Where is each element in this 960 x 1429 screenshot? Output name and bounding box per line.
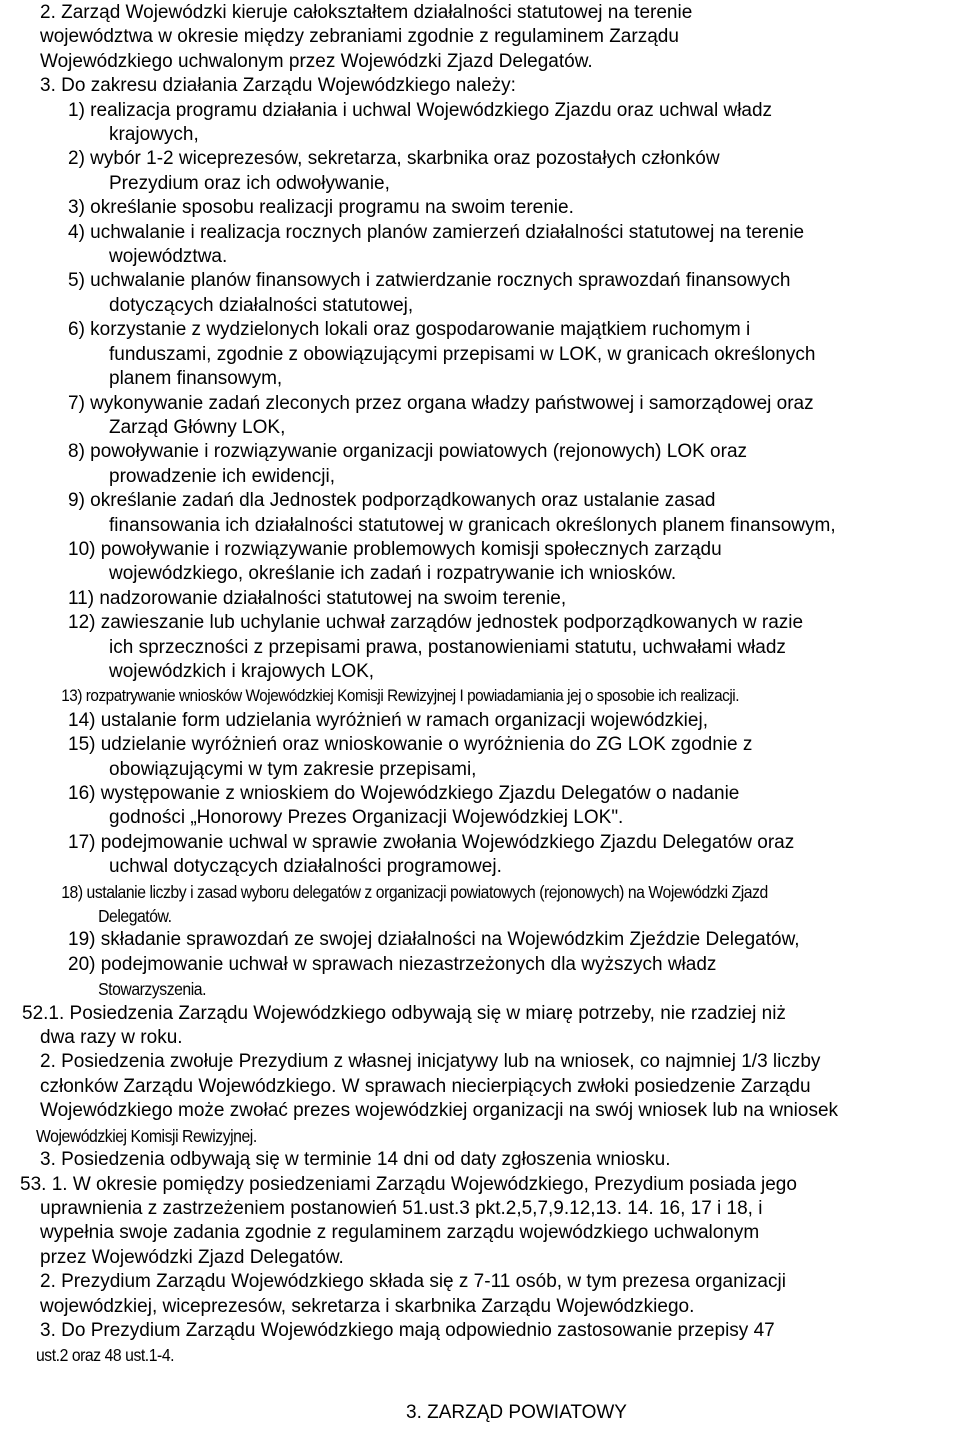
list-item-cont: planem finansowym, [109,368,283,390]
list-item-cont: prowadzenie ich ewidencji, [109,465,336,487]
list-item: 16) występowanie z wnioskiem do Wojewódzkiego Zjazdu Delegatów o nadanie [68,783,740,804]
text-line: 2. Posiedzenia zwołuje Prezydium z własnej inicjatywy lub na wniosek, co najmniej 1/3 liczby [40,1051,821,1073]
list-item-cont: Delegatów. [98,906,172,927]
text-line: Wojewódzkiego uchwalonym przez Wojewódzki Zjazd Delegatów. [40,50,593,72]
list-item-cont: godności „Honorowy Prezes Organizacji Wojewódzkiej LOK". [109,807,624,829]
list-item-cont: obowiązującymi w tym zakresie przepisami, [109,758,477,780]
list-item: 19) składanie sprawozdań ze swojej działalności na Wojewódzkim Zjeździe Delegatów, [68,929,800,951]
text-line: Wojewódzkiej Komisji Rewizyjnej. [36,1125,257,1146]
list-item-cont: dotyczących działalności statutowej, [109,294,414,316]
list-item: 12) zawieszanie lub uchylanie uchwał zarządów jednostek podporządkowanych w razie [68,612,804,634]
list-item: 17) podejmowanie uchwal w sprawie zwołania Wojewódzkiego Zjazdu Delegatów oraz [68,831,795,853]
section-53: 53. 1. W okresie pomiędzy posiedzeniami Zarządu Wojewódzkiego, Prezydium posiada jego [20,1173,797,1195]
text-line: wojewódzkiej, wiceprezesów, sekretarza i skarbnika Zarządu Wojewódzkiego. [40,1295,695,1317]
list-item-cont: Prezydium oraz ich odwoływanie, [109,172,390,194]
list-item-cont: Zarząd Główny LOK, [109,416,286,438]
text-line: dwa razy w roku. [40,1027,183,1049]
text-line: 2. Zarząd Wojewódzki kieruje całokształtem działalności statutowej na terenie [40,2,693,23]
list-item: 6) korzystanie z wydzielonych lokali oraz gospodarowanie majątkiem ruchomym i [68,319,751,341]
list-item: 15) udzielanie wyróżnień oraz wnioskowanie o wyróżnienia do ZG LOK zgodnie z [68,734,753,756]
section-heading: 3. Do zakresu działania Zarządu Wojewódzkiego należy: [40,75,516,97]
list-item-cont: Stowarzyszenia. [98,979,207,1000]
list-item-cont: funduszami, zgodnie z obowiązującymi przepisami w LOK, w granicach określonych [109,343,816,365]
list-item: 8) powoływanie i rozwiązywanie organizacji powiatowych (rejonowych) LOK oraz [68,441,748,463]
list-item: 11) nadzorowanie działalności statutowej na swoim terenie, [68,587,567,609]
list-item-cont: wojewódzkich i krajowych LOK, [109,660,375,682]
list-item: 20) podejmowanie uchwał w sprawach niezastrzeżonych dla wyższych władz [68,953,717,975]
text-line: województwa w okresie między zebraniami zgodnie z regulaminem Zarządu [40,26,679,48]
section-52: 52.1. Posiedzenia Zarządu Wojewódzkiego odbywają się w miarę potrzeby, nie rzadziej niż [22,1002,786,1024]
list-item-cont: finansowania ich działalności statutowej w granicach określonych planem finansowym, [109,514,836,536]
list-item: 2) wybór 1-2 wiceprezesów, sekretarza, skarbnika oraz pozostałych członków [68,148,720,170]
text-line: członków Zarządu Wojewódzkiego. W sprawach niecierpiących zwłoki posiedzenie Zarządu [40,1075,811,1097]
text-line: 2. Prezydium Zarządu Wojewódzkiego składa się z 7-11 osób, w tym prezesa organizacji [40,1271,786,1293]
list-item-cont: województwa. [109,246,228,268]
list-item: 4) uchwalanie i realizacja rocznych planów zamierzeń działalności statutowej na terenie [68,221,805,243]
list-item: 10) powoływanie i rozwiązywanie problemowych komisji społecznych zarządu [68,538,722,560]
list-item-cont: krajowych, [109,124,199,146]
list-item: 5) uchwalanie planów finansowych i zatwierdzanie rocznych sprawozdań finansowych [68,270,791,292]
text-line: 3. Posiedzenia odbywają się w terminie 14 dni od daty zgłoszenia wniosku. [40,1149,671,1171]
text-line: ust.2 oraz 48 ust.1-4. [36,1345,175,1366]
list-item-cont: wojewódzkiego, określanie ich zadań i rozpatrywanie ich wniosków. [109,563,677,585]
text-line: wypełnia swoje zadania zgodnie z regulaminem zarządu wojewódzkiego uchwalonym [40,1222,760,1244]
list-item: 1) realizacja programu działania i uchwal Wojewódzkiego Zjazdu oraz uchwal władz [68,99,773,121]
list-item: 3) określanie sposobu realizacji programu na swoim terenie. [68,197,574,219]
list-item-cont: uchwal dotyczących działalności programowej. [109,856,502,878]
list-item: 18) ustalanie liczby i zasad wyboru delegatów z organizacji powiatowych (rejonowych) na Wojewódzki Zjazd [61,881,768,902]
text-line: uprawnienia z zastrzeżeniem postanowień 51.ust.3 pkt.2,5,7,9.12,13. 14. 16, 17 i 18, i [40,1197,763,1219]
section-heading-zarzad-powiatowy: 3. ZARZĄD POWIATOWY [406,1402,627,1423]
list-item: 14) ustalanie form udzielania wyróżnień w ramach organizacji wojewódzkiej, [68,709,708,731]
list-item-cont: ich sprzeczności z przepisami prawa, postanowieniami statutu, uchwałami władz [109,636,786,658]
text-line: 3. Do Prezydium Zarządu Wojewódzkiego mają odpowiednio zastosowanie przepisy 47 [40,1319,775,1341]
text-line: przez Wojewódzki Zjazd Delegatów. [40,1246,344,1268]
list-item: 9) określanie zadań dla Jednostek podporządkowanych oraz ustalanie zasad [68,490,716,512]
list-item: 7) wykonywanie zadań zleconych przez organa władzy państwowej i samorządowej oraz [68,392,814,414]
text-line: Wojewódzkiego może zwołać prezes wojewódzkiej organizacji na swój wniosek lub na wniosek [40,1100,839,1122]
list-item: 13) rozpatrywanie wniosków Wojewódzkiej Komisji Rewizyjnej I powiadamiania jej o sposobie ich realizacji. [61,686,740,706]
